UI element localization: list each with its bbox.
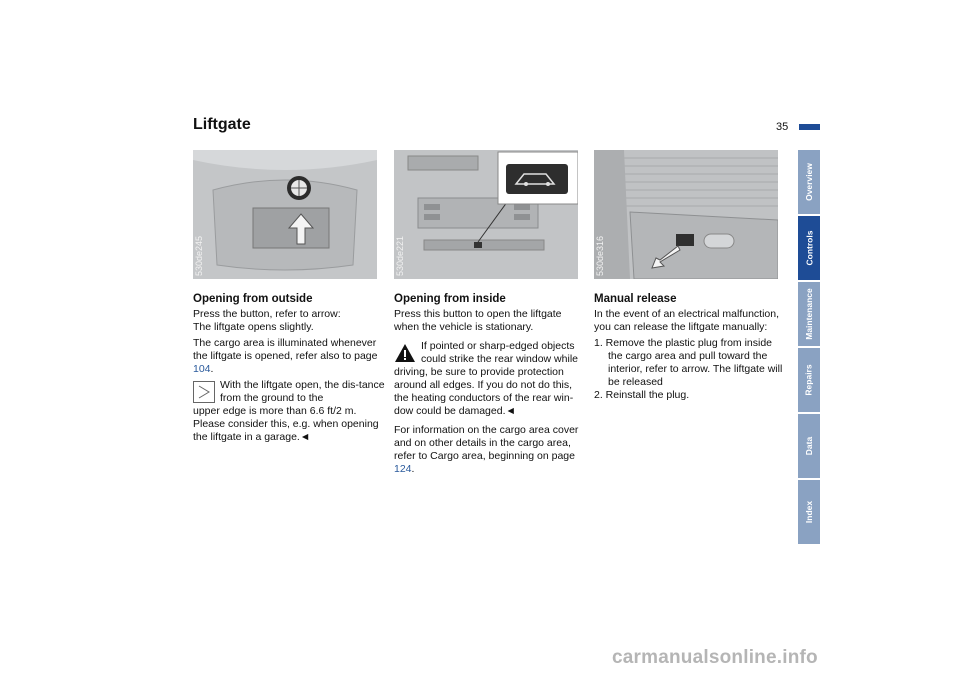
tab-label: Maintenance [804, 288, 814, 340]
tab-label: Repairs [804, 364, 814, 396]
figure-liftgate-outside [193, 150, 377, 279]
warning-icon [394, 342, 416, 364]
paragraph [193, 337, 385, 376]
text: . [411, 463, 415, 475]
steps-list [594, 337, 786, 402]
section-opening-inside [394, 293, 586, 479]
text: . [210, 363, 214, 375]
paragraph [394, 424, 586, 476]
tab-index[interactable] [798, 480, 820, 544]
figure-liftgate-inside [394, 150, 578, 279]
section-manual-release [594, 293, 786, 402]
text: The liftgate opens slightly. [193, 321, 314, 333]
paragraph [193, 308, 385, 334]
note-icon [193, 381, 215, 403]
tab-controls[interactable] [798, 216, 820, 280]
list-item: 2. Reinstall the plug. [594, 389, 690, 401]
list-item: 1. Remove the plastic plug from inside the cargo area and pull toward the interior, refer to arrow. The liftgate will be released [594, 337, 783, 388]
watermark: carmanualsonline.info [612, 647, 818, 668]
paragraph: In the event of an electrical malfunction, you can release the liftgate manually: [594, 308, 780, 333]
section-heading: Opening from outside [193, 293, 313, 305]
tab-label: Data [804, 436, 814, 456]
tab-maintenance[interactable] [798, 282, 820, 346]
page-number-bar [799, 124, 820, 130]
page-link[interactable]: 104 [193, 363, 211, 375]
figure-code: 530de316 [595, 235, 605, 276]
paragraph: Press this button to open the liftgate when the vehicle is stationary. [394, 308, 562, 333]
tab-label: Controls [804, 230, 815, 266]
note-box [193, 379, 385, 444]
warning-text: If pointed or sharp-edged objects could strike the rear window while [421, 340, 578, 365]
page-title: Liftgate [193, 116, 251, 133]
note-text: With the liftgate open, the dis-tance from the ground to the [220, 379, 385, 404]
tab-repairs[interactable] [798, 348, 820, 412]
figure-code: 530de245 [194, 235, 204, 276]
end-mark: ◄ [299, 431, 311, 443]
tab-label: Index [804, 500, 815, 524]
figure-manual-release [594, 150, 778, 279]
text: Press the button, refer to arrow: [193, 308, 341, 320]
tab-label: Overview [804, 163, 814, 201]
text: The cargo area is illuminated whenever the liftgate is opened, refer also to page [193, 337, 378, 362]
tab-data[interactable] [798, 414, 820, 478]
section-heading: Manual release [594, 293, 677, 305]
section-opening-outside [193, 293, 385, 444]
tab-overview[interactable] [798, 150, 820, 214]
page-number: 35 [776, 121, 789, 133]
section-heading: Opening from inside [394, 293, 506, 305]
page-link[interactable]: 124 [394, 463, 412, 475]
end-mark: ◄ [505, 405, 516, 417]
text: For information on the cargo area cover and on other details in the cargo area, refer to Cargo area, beginning on page [394, 424, 579, 462]
warning-text: driving, be sure to provide protection around all edges. If you do not do this, the heating conductors of the rear win-dow could be damaged. [394, 366, 574, 417]
warning-box [394, 340, 586, 418]
note-text: upper edge is more than 6.6 ft/2 m. Please consider this, e.g. when opening the liftgate in a garage. [193, 405, 379, 443]
figure-code: 530de221 [395, 235, 405, 276]
